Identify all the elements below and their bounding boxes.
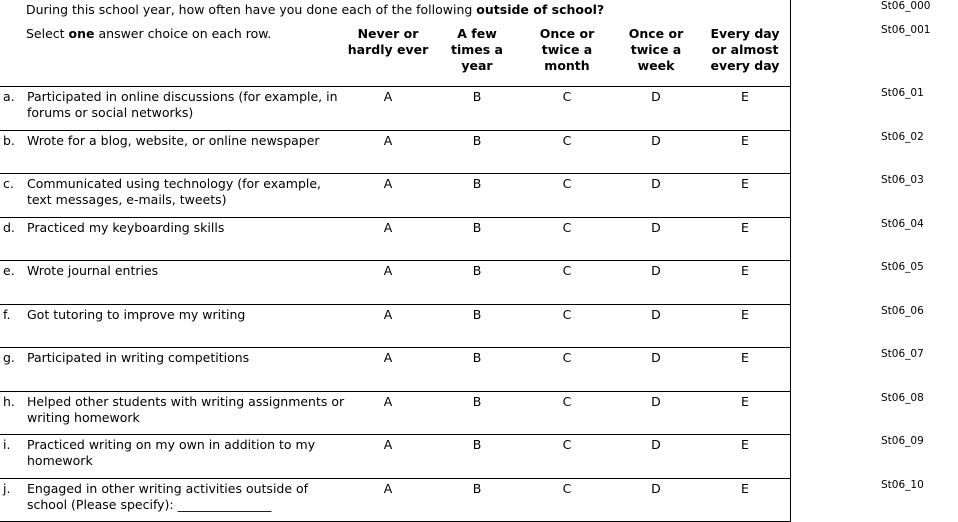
column-header-line: Every day <box>710 26 780 41</box>
answer-choice-e[interactable]: E <box>741 393 749 409</box>
answer-choice-c[interactable]: C <box>562 480 572 496</box>
answer-choice-d[interactable]: D <box>651 89 661 104</box>
answer-choice-b[interactable]: B <box>472 306 482 322</box>
answer-choice-a[interactable]: A <box>383 219 393 235</box>
answer-choice-e[interactable]: E <box>741 132 749 148</box>
answer-choice-a[interactable]: A <box>383 350 393 365</box>
question-text <box>26 2 604 17</box>
column-header-line: times a <box>451 42 503 57</box>
row-statement: Helped other students with writing assignments or writing homework <box>27 393 345 425</box>
row-code: St06_09 <box>881 435 924 447</box>
row-statement: Practiced my keyboarding skills <box>27 219 225 235</box>
row-letter: c. <box>3 176 14 191</box>
answer-choice-c[interactable]: C <box>562 132 572 148</box>
answer-choice-d[interactable]: D <box>651 393 661 409</box>
answer-choice-d[interactable]: D <box>651 263 661 278</box>
answer-choice-e[interactable]: E <box>741 437 749 452</box>
row-letter: g. <box>3 350 15 365</box>
table-row <box>0 217 790 261</box>
question-emphasis: outside of school? <box>476 2 605 17</box>
row-letter: f. <box>3 306 11 322</box>
instruction-suffix: answer choice on each row. <box>94 26 272 41</box>
answer-choice-d[interactable]: D <box>651 306 661 322</box>
row-code: St06_07 <box>881 348 924 360</box>
answer-choice-e[interactable]: E <box>741 219 749 235</box>
answer-choice-e[interactable]: E <box>741 480 749 496</box>
row-statement: Got tutoring to improve my writing <box>27 306 246 322</box>
answer-choice-e[interactable]: E <box>741 263 749 278</box>
answer-choice-a[interactable]: A <box>383 263 393 278</box>
answer-choice-c[interactable]: C <box>562 350 572 365</box>
answer-choice-e[interactable]: E <box>741 350 749 365</box>
column-header <box>522 26 612 74</box>
row-statement: Practiced writing on my own in addition to my homework <box>27 437 316 468</box>
row-code: St06_06 <box>881 304 924 317</box>
row-statement: Communicated using technology (for example, text messages, e-mails, tweets) <box>27 176 322 207</box>
column-header-line: or almost <box>711 42 779 57</box>
answer-choice-b[interactable]: B <box>472 393 482 409</box>
answer-choice-a[interactable]: A <box>383 89 393 104</box>
answer-choice-a[interactable]: A <box>383 176 393 191</box>
answer-choice-c[interactable]: C <box>562 219 572 235</box>
answer-choice-b[interactable]: B <box>472 263 482 278</box>
row-letter: b. <box>3 132 15 148</box>
answer-choice-d[interactable]: D <box>651 132 661 148</box>
table-row <box>0 304 790 348</box>
header-code: St06_000 <box>881 0 931 12</box>
answer-choice-e[interactable]: E <box>741 89 749 104</box>
column-header-line: month <box>544 58 590 73</box>
answer-choice-c[interactable]: C <box>562 263 572 278</box>
answer-choice-a[interactable]: A <box>383 437 393 452</box>
header-code: St06_001 <box>881 24 931 36</box>
column-header-line: Once or <box>628 26 684 41</box>
answer-choice-e[interactable]: E <box>741 176 749 191</box>
row-letter: a. <box>3 89 15 104</box>
row-statement: Wrote journal entries <box>27 263 159 278</box>
table-row <box>0 260 790 304</box>
answer-choice-e[interactable]: E <box>741 306 749 322</box>
answer-choice-d[interactable]: D <box>651 480 661 496</box>
answer-choice-a[interactable]: A <box>383 132 393 148</box>
answer-choice-c[interactable]: C <box>562 437 572 452</box>
answer-choice-d[interactable]: D <box>651 219 661 235</box>
response-rows <box>0 86 790 521</box>
answer-choice-b[interactable]: B <box>472 132 482 148</box>
column-header <box>611 26 701 74</box>
answer-choice-d[interactable]: D <box>651 176 661 191</box>
answer-choice-c[interactable]: C <box>562 393 572 409</box>
row-code: St06_08 <box>881 391 924 404</box>
answer-choice-d[interactable]: D <box>651 437 661 452</box>
column-header-line: A few <box>457 26 497 41</box>
answer-choice-b[interactable]: B <box>472 350 482 365</box>
row-letter: e. <box>3 263 15 278</box>
answer-choice-a[interactable]: A <box>383 393 393 409</box>
column-header-line: Never or <box>357 26 419 41</box>
answer-choice-b[interactable]: B <box>472 176 482 191</box>
table-row <box>0 173 790 217</box>
column-header <box>432 26 522 74</box>
row-code: St06_03 <box>881 174 924 186</box>
row-statement: Engaged in other writing activities outside of school (Please specify): _______________ <box>27 480 309 512</box>
answer-choice-b[interactable]: B <box>472 89 482 104</box>
table-row <box>0 347 790 391</box>
instruction-prefix: Select <box>26 26 69 41</box>
answer-choice-b[interactable]: B <box>472 437 482 452</box>
column-header-line: Once or <box>539 26 595 41</box>
instruction-text <box>26 26 271 41</box>
column-header-line: twice a <box>541 42 593 57</box>
answer-choice-c[interactable]: C <box>562 306 572 322</box>
row-letter: i. <box>3 437 11 452</box>
answer-choice-b[interactable]: B <box>472 480 482 496</box>
answer-choice-a[interactable]: A <box>383 306 393 322</box>
row-statement: Wrote for a blog, website, or online newspaper <box>27 132 320 148</box>
column-header-line: hardly ever <box>347 42 429 57</box>
column-header-line: every day <box>710 58 780 73</box>
row-code: St06_05 <box>881 261 924 273</box>
question-prefix: During this school year, how often have you done each of the following <box>26 2 477 17</box>
row-code: St06_04 <box>881 217 924 230</box>
instruction-emphasis: one <box>68 26 95 41</box>
row-letter: j. <box>3 480 11 496</box>
answer-choice-d[interactable]: D <box>651 350 661 365</box>
table-row <box>0 391 790 435</box>
answer-choice-c[interactable]: C <box>562 176 572 191</box>
column-header <box>700 26 790 74</box>
row-letter: d. <box>3 219 15 235</box>
row-code: St06_02 <box>881 130 924 143</box>
column-header-line: twice a <box>630 42 682 57</box>
row-letter: h. <box>3 393 15 409</box>
table-row <box>0 130 790 174</box>
row-statement: Participated in writing competitions <box>27 350 250 365</box>
row-statement: Participated in online discussions (for example, in forums or social networks) <box>27 89 338 120</box>
column-header-line: week <box>637 58 675 73</box>
table-row <box>0 478 790 522</box>
row-code: St06_01 <box>881 87 924 99</box>
table-row <box>0 434 790 478</box>
answer-choice-a[interactable]: A <box>383 480 393 496</box>
answer-choice-c[interactable]: C <box>562 89 572 104</box>
row-code: St06_10 <box>881 478 924 491</box>
table-row <box>0 86 790 130</box>
answer-choice-b[interactable]: B <box>472 219 482 235</box>
column-header <box>343 26 433 58</box>
column-header-line: year <box>461 58 493 73</box>
